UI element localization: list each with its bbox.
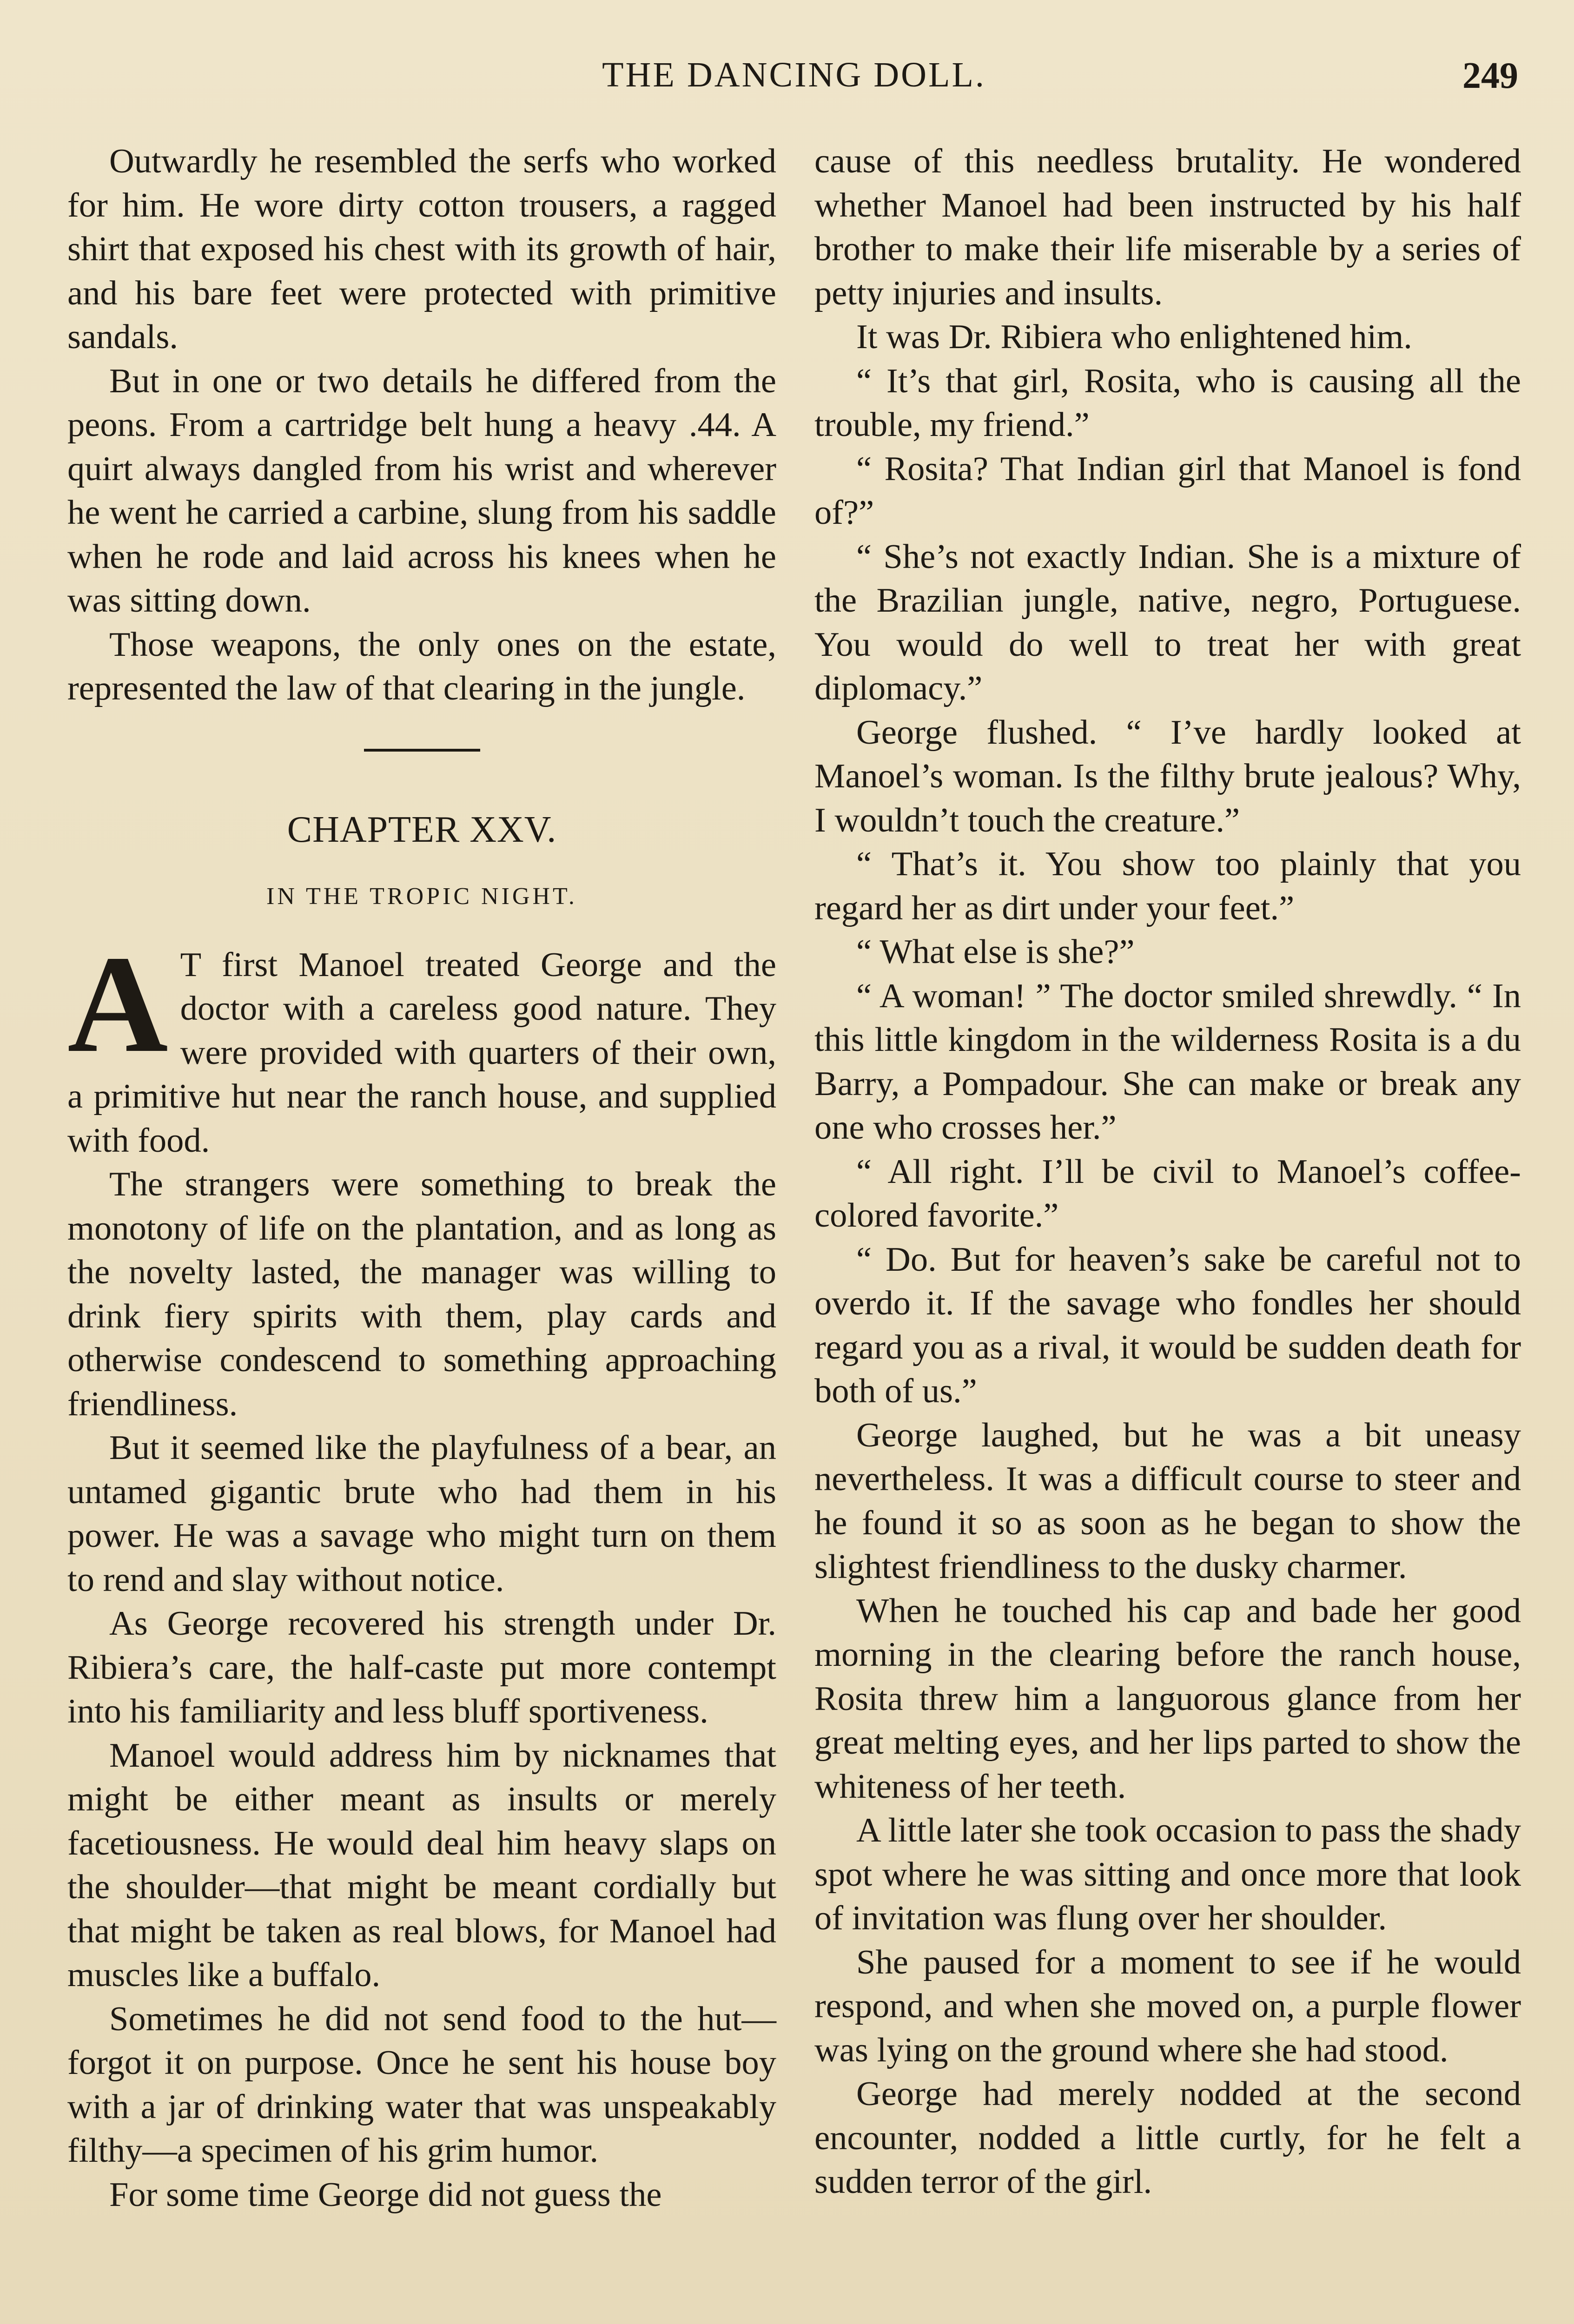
paragraph: cause of this needless brutality. He wondered whether Manoel had been instructed by his half brother to make their life miserable by a series of petty injuries and insults. xyxy=(814,142,1521,312)
paragraph: Sometimes he did not send food to the hut—forgot it on purpose. Once he sent his house boy with a jar of drinking water that was unspeakably filthy—a specimen of his grim humor. xyxy=(67,2000,776,2170)
paragraph: A little later she took occasion to pass the shady spot where he was sitting and once more that look of invitation was flung over her shoulder. xyxy=(814,1811,1521,1937)
section-divider xyxy=(364,749,480,752)
page-number: 249 xyxy=(1462,55,1518,96)
paragraph: George had merely nodded at the second encounter, nodded a little curtly, for he felt a sudden terror of the girl. xyxy=(814,2075,1521,2201)
chapter-subtitle: IN THE TROPIC NIGHT. xyxy=(266,883,577,910)
right-column xyxy=(814,139,1521,2204)
paragraph: “ Do. But for heaven’s sake be careful not to overdo it. If the savage who fondles her should regard you as a rival, it would be sudden death for both of us.” xyxy=(814,1240,1521,1410)
paragraph: “ That’s it. You show too plainly that you regard her as dirt under your feet.” xyxy=(814,845,1521,927)
running-title: THE DANCING DOLL. xyxy=(602,55,986,94)
paragraph: Those weapons, the only ones on the estate, represented the law of that clearing in the jungle. xyxy=(67,625,776,707)
paragraph: George flushed. “ I’ve hardly looked at Manoel’s woman. Is the filthy brute jealous? Why, I wouldn’t touch the creature.” xyxy=(814,713,1521,839)
paragraph: The strangers were something to break the monotony of life on the plantation, and as long as the novelty lasted, the manager was willing to drink fiery spirits with them, play cards and otherwise condescend to something approaching friendliness. xyxy=(67,1165,776,1423)
paragraph: “ Rosita? That Indian girl that Manoel is fond of?” xyxy=(814,449,1521,532)
chapter-opening-paragraph xyxy=(67,926,776,1163)
paragraph: “ She’s not exactly Indian. She is a mixture of the Brazilian jungle, native, negro, Portuguese. You would do well to treat her with great diplomacy.” xyxy=(814,537,1521,707)
paragraph: For some time George did not guess the xyxy=(109,2175,662,2214)
paragraph: When he touched his cap and bade her good morning in the clearing before the ranch house, Rosita threw him a languorous glance from her great melting eyes, and her lips parted to show the whiteness of her teeth. xyxy=(814,1591,1521,1806)
paragraph: “ A woman! ” The doctor smiled shrewdly. “ In this little kingdom in the wilderness Rosita is a du Barry, a Pompadour. She can make or break any one who crosses her.” xyxy=(814,977,1521,1147)
chapter-title: CHAPTER XXV. xyxy=(287,809,557,850)
paragraph: George laughed, but he was a bit uneasy nevertheless. It was a difficult course to steer and he found it so as soon as he began to show the slightest friendliness to the dusky charmer. xyxy=(814,1416,1521,1586)
left-column xyxy=(67,139,776,2217)
paragraph: It was Dr. Ribiera who enlightened him. xyxy=(856,318,1412,356)
paragraph: But it seemed like the playfulness of a bear, an untamed gigantic brute who had them in his power. He was a savage who might turn on them to rend and slay without notice. xyxy=(67,1429,776,1599)
paragraph: “ All right. I’ll be civil to Manoel’s coffee-colored favorite.” xyxy=(814,1152,1521,1235)
paragraph: “ It’s that girl, Rosita, who is causing all the trouble, my friend.” xyxy=(814,362,1521,444)
paragraph: As George recovered his strength under Dr. Ribiera’s care, the half-caste put more contempt into his familiarity and less bluff sportiveness. xyxy=(67,1604,776,1730)
paragraph: Outwardly he resembled the serfs who worked for him. He wore dirty cotton trousers, a ragged shirt that exposed his chest with its growth of hair, and his bare feet were protected with primitive sandals. xyxy=(67,142,776,356)
paragraph: She paused for a moment to see if he would respond, and when she moved on, a purple flower was lying on the ground where she had stood. xyxy=(814,1943,1521,2069)
running-header xyxy=(70,55,1518,106)
paragraph: “ What else is she?” xyxy=(856,933,1135,971)
paragraph: Manoel would address him by nicknames that might be either meant as insults or merely facetiousness. He would deal him heavy slaps on the shoulder—that might be meant cordially but that might be taken as real blows, for Manoel had muscles like a buffalo. xyxy=(67,1736,776,1994)
drop-cap: A xyxy=(67,926,168,1081)
opening-text: T first Manoel treated George and the doctor with a careless good nature. They were provided with quarters of their own, a primitive hut near the ranch house, and supplied with food. xyxy=(67,945,776,1160)
paragraph: But in one or two details he differed from the peons. From a cartridge belt hung a heavy .44. A quirt always dangled from his wrist and wherever he went he carried a carbine, slung from his saddle when he rode and laid across his knees when he was sitting down. xyxy=(67,362,776,620)
